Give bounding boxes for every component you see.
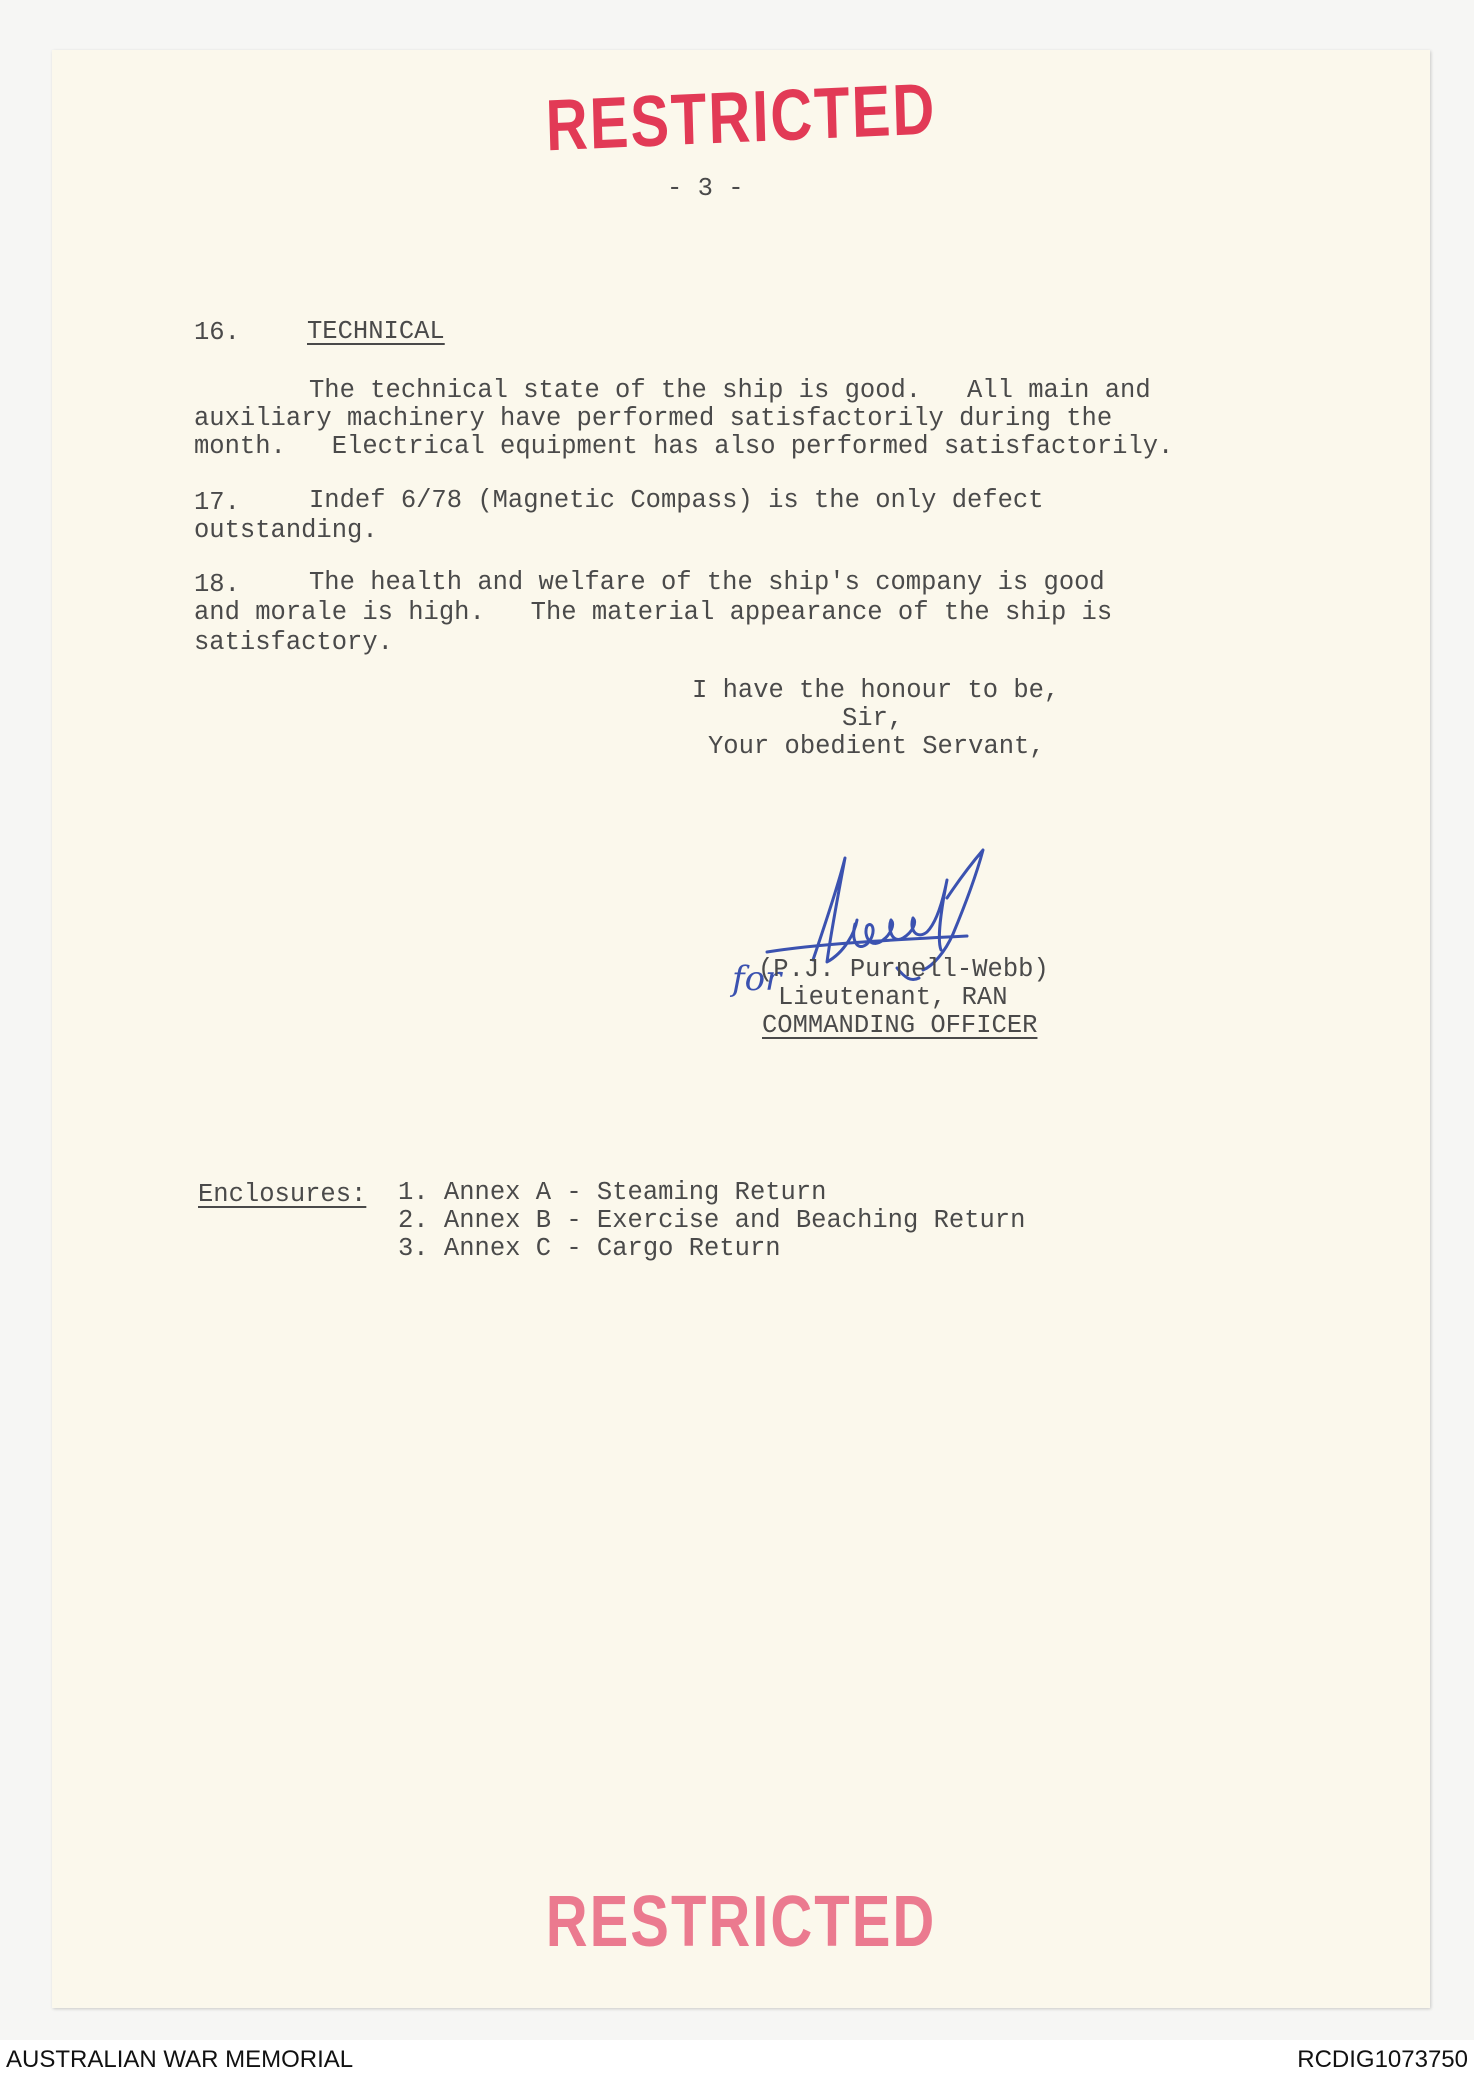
footer-record-id: RCDIG1073750 bbox=[1297, 2046, 1468, 2073]
page-number: - 3 - bbox=[667, 174, 744, 203]
footer-institution: AUSTRALIAN WAR MEMORIAL bbox=[6, 2046, 354, 2073]
restricted-stamp-bottom: RESTRICTED bbox=[545, 1880, 937, 1963]
document-page bbox=[52, 50, 1430, 2008]
section-18-number: 18. bbox=[194, 570, 240, 599]
section-17-line-1: Indef 6/78 (Magnetic Compass) is the only defect bbox=[309, 486, 1044, 515]
section-16-line-2: auxiliary machinery have performed satisfactorily during the bbox=[194, 404, 1113, 433]
section-16-line-1: The technical state of the ship is good. All main and bbox=[309, 376, 1151, 405]
section-17-number: 17. bbox=[194, 488, 240, 517]
enclosure-item-3: 3. Annex C - Cargo Return bbox=[398, 1234, 781, 1263]
section-18-line-1: The health and welfare of the ship's company is good bbox=[309, 568, 1105, 597]
section-18-line-2: and morale is high. The material appearance of the ship is bbox=[194, 598, 1113, 627]
enclosures-label: Enclosures: bbox=[198, 1180, 367, 1209]
enclosure-item-1: 1. Annex A - Steaming Return bbox=[398, 1178, 827, 1207]
section-18-line-3: satisfactory. bbox=[194, 628, 393, 657]
section-17-line-2: outstanding. bbox=[194, 516, 378, 545]
signature-for-annotation: for bbox=[732, 959, 782, 999]
signatory-title: COMMANDING OFFICER bbox=[762, 1011, 1038, 1040]
section-16-number: 16. bbox=[194, 318, 240, 347]
closing-line-2: Sir, bbox=[842, 704, 904, 733]
signatory-rank: Lieutenant, RAN bbox=[778, 983, 1008, 1012]
restricted-stamp-top: RESTRICTED bbox=[544, 68, 938, 167]
section-16-line-3: month. Electrical equipment has also performed satisfactorily. bbox=[194, 432, 1174, 461]
enclosure-item-2: 2. Annex B - Exercise and Beaching Return bbox=[398, 1206, 1026, 1235]
closing-line-3: Your obedient Servant, bbox=[708, 732, 1045, 761]
signatory-name: (P.J. Purnell-Webb) bbox=[758, 955, 1049, 984]
section-16-heading: TECHNICAL bbox=[307, 317, 445, 346]
closing-line-1: I have the honour to be, bbox=[692, 676, 1060, 705]
